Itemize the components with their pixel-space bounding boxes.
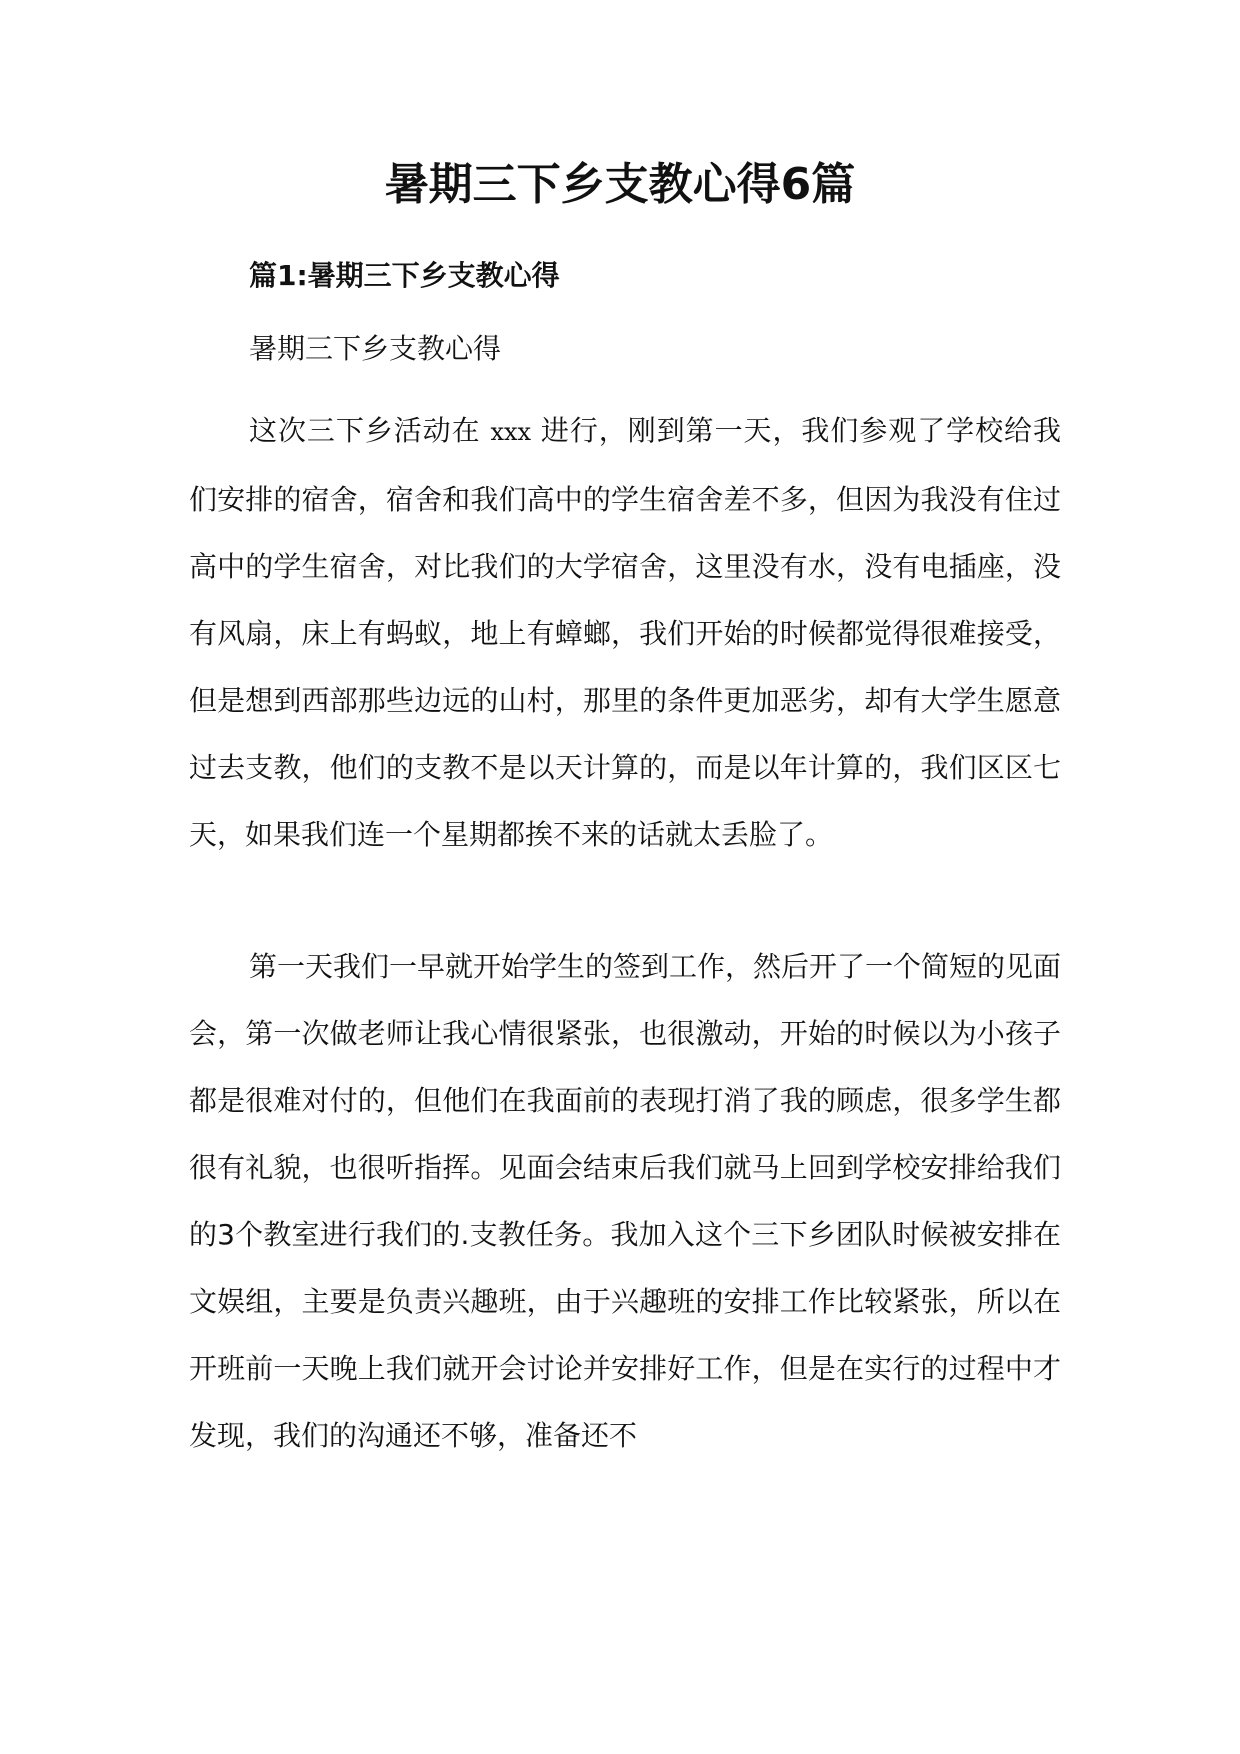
paragraph-2: 第一天我们一早就开始学生的签到工作，然后开了一个简短的见面会，第一次做老师让我心情很紧张，也很激动，开始的时候以为小孩子都是很难对付的，但他们在我面前的表现打消了我的顾虑，很多学生都很有礼貌，也很听指挥。见面会结束后我们就马上回到学校安排给我们的3个教室进行我们的.支教任务。我加入这个三下乡团队时候被安排在文娱组，主要是负责兴趣班，由于兴趣班的安排工作比较紧张，所以在开班前一天晚上我们就开会讨论并安排好工作，但是在实行的过程中才发现，我们的沟通还不够，准备还不 [189,950,1062,1452]
paragraph-1-rest: 进行，刚到第一天，我们参观了学校给我们安排的宿舍，宿舍和我们高中的学生宿舍差不多，但因为我没有住过高中的学生宿舍，对比我们的大学宿舍，这里没有水，没有电插座，没有风扇，床上有蚂蚁，地上有蟑螂，我们开始的时候都觉得很难接受，但是想到西部那些边远的山村，那里的条件更加恶劣，却有大学生愿意过去支教，他们的支教不是以天计算的，而是以年计算的，我们区区七天，如果我们连一个星期都挨不来的话就太丢脸了。 [189,414,1061,851]
paragraph-1-start: 这次三下乡活动在 [249,414,481,447]
placeholder-text: xxx [490,418,532,446]
paragraph-1 [189,397,1061,868]
article-subtitle: 暑期三下乡支教心得 [249,332,502,365]
section-heading: 篇1:暑期三下乡支教心得 [249,259,560,292]
document-title: 暑期三下乡支教心得6篇 [384,159,856,210]
